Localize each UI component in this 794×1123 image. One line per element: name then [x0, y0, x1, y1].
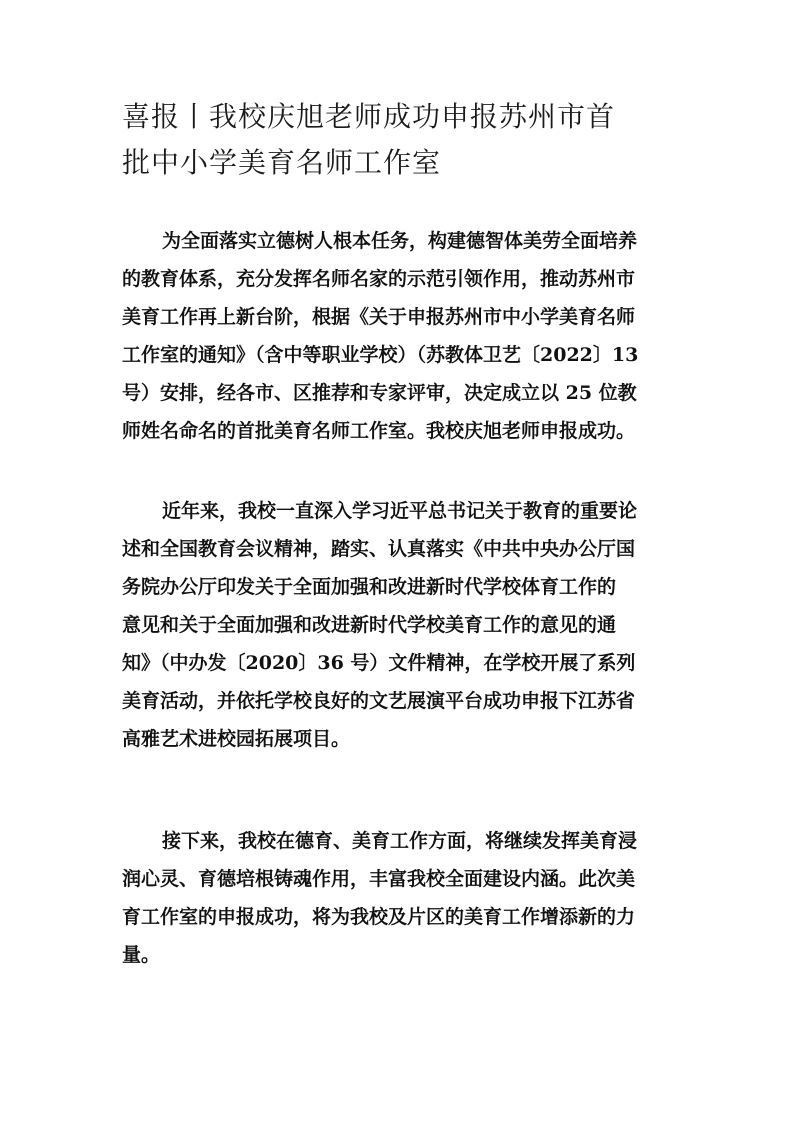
body-paragraph [122, 822, 682, 974]
paragraph-line: 工作室的通知》（含中等职业学校）（苏教体卫艺〔2022〕13 [122, 344, 639, 366]
paragraph-line: 接下来，我校在德育、美育工作方面，将继续发挥美育浸 [162, 830, 638, 852]
paragraph-line: 美育工作再上新台阶，根据《关于申报苏州市中小学美育名师 [122, 306, 636, 328]
document-title [122, 94, 682, 186]
paragraph-line: 务院办公厅印发关于全面加强和改进新时代学校体育工作的 [122, 576, 617, 598]
paragraph-line: 号）安排，经各市、区推荐和专家评审，决定成立以 25 位教 [122, 382, 637, 404]
paragraph-line: 意见和关于全面加强和改进新时代学校美育工作的意见的通 [122, 614, 617, 636]
paragraph-line: 高雅艺术进校园拓展项目。 [122, 728, 351, 750]
title-line: 批中小学美育名师工作室 [122, 146, 442, 179]
paragraph-line: 的教育体系，充分发挥名师名家的示范引领作用，推动苏州市 [122, 268, 636, 290]
paragraph-line: 美育活动，并依托学校良好的文艺展演平台成功申报下江苏省 [122, 690, 636, 712]
body-paragraph [122, 222, 682, 450]
paragraph-line: 近年来，我校一直深入学习近平总书记关于教育的重要论 [162, 500, 638, 522]
paragraph-line: 述和全国教育会议精神，踏实、认真落实《中共中央办公厅国 [122, 538, 636, 560]
body-paragraph [122, 492, 682, 758]
paragraph-line: 为全面落实立德树人根本任务，构建德智体美劳全面培养 [162, 230, 638, 252]
title-line: 喜报丨我校庆旭老师成功申报苏州市首 [122, 100, 616, 133]
paragraph-line: 师姓名命名的首批美育名师工作室。我校庆旭老师申报成功。 [122, 420, 636, 442]
paragraph-line: 育工作室的申报成功，将为我校及片区的美育工作增添新的力 [122, 906, 636, 928]
paragraph-line: 知》（中办发〔2020〕36 号）文件精神，在学校开展了系列 [122, 652, 636, 674]
paragraph-line: 润心灵、育德培根铸魂作用，丰富我校全面建设内涵。此次美 [122, 868, 636, 890]
paragraph-line: 量。 [122, 944, 161, 966]
